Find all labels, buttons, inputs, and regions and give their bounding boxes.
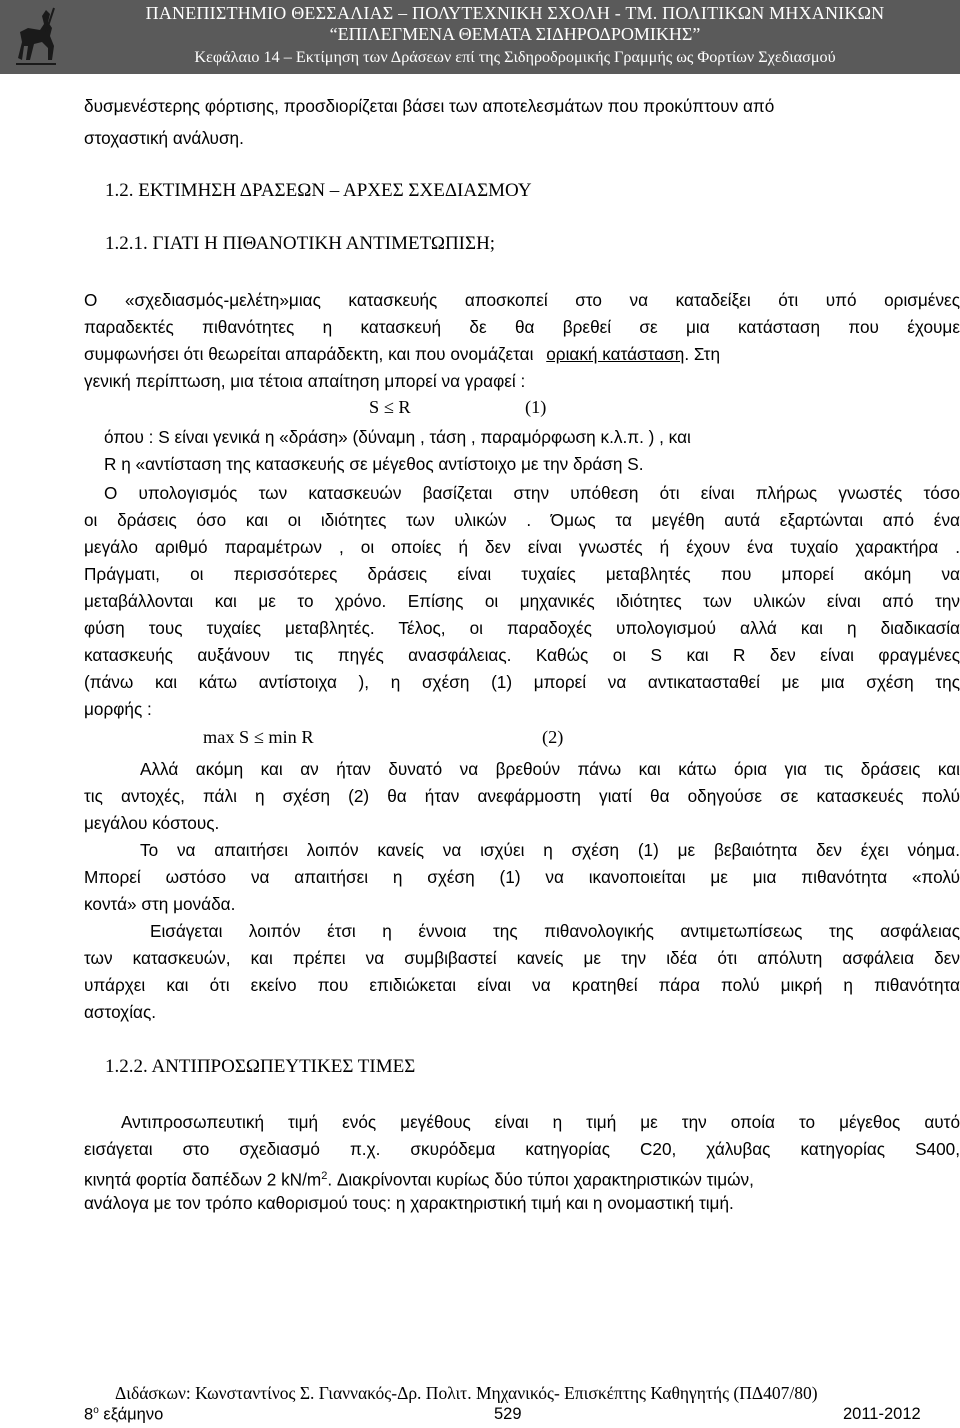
paragraph-line: κατασκευής αυξάνουν τις πηγές ανασφάλειας. Καθώς οι S και R δεν είναι φραγμένες bbox=[84, 645, 960, 665]
paragraph-line: Το να απαιτήσει λοιπόν κανείς να ισχύει η σχέση (1) με βεβαιότητα δεν έχει νόημα. bbox=[140, 840, 960, 860]
university-logo-icon bbox=[8, 2, 64, 72]
paragraph-line: μεγάλο αριθμό παραμέτρων , οι οποίες ή δεν είναι γνωστές ή έχουν ένα τυχαίο χαρακτήρα . bbox=[84, 537, 960, 557]
paragraph-line: φύση τους τυχαίες μεταβλητές. Τέλος, οι παραδοχές υπολογισμού αλλά και η διαδικασία bbox=[84, 618, 960, 638]
text-span: . Στη bbox=[684, 344, 721, 364]
paragraph-line: Ο υπολογισμός των κατασκευών βασίζεται στην υπόθεση ότι είναι πλήρως γνωστές τόσο bbox=[104, 483, 960, 503]
equation-1-number: (1) bbox=[525, 397, 547, 417]
paragraph-line: μορφής : bbox=[84, 699, 152, 719]
paragraph-line: μεταβάλλονται και με το χρόνο. Επίσης οι μηχανικές ιδιότητες των υλικών είναι από την bbox=[84, 591, 960, 611]
text-span: . Διακρίνονται κυρίως δύο τύποι χαρακτηριστικών τιμών, bbox=[327, 1169, 754, 1190]
paragraph-line bbox=[84, 341, 960, 368]
semester-number: 8 bbox=[84, 1405, 94, 1424]
subsection-heading: 1.2.1. ΓΙΑΤΙ Η ΠΙΘΑΝΟΤΙΚΗ ΑΝΤΙΜΕΤΩΠΙΣΗ; bbox=[105, 233, 496, 254]
footer-instructor: Διδάσκων: Κωνσταντίνος Σ. Γιαννακός-Δρ. Πολιτ. Μηχανικός- Επισκέπτης Καθηγητής (ΠΔ407/80) bbox=[115, 1383, 818, 1403]
paragraph-line: Πράγματι, οι περισσότερες δράσεις είναι τυχαίες μεταβλητές που μπορεί ακόμη να bbox=[84, 564, 960, 584]
header-course: “ΕΠΙΛΕΓΜΕΝΑ ΘΕΜΑΤΑ ΣΙΔΗΡΟΔΡΟΜΙΚΗΣ” bbox=[329, 24, 701, 44]
paragraph-line: οι δράσεις όσο και οι ιδιότητες των υλικών . Όμως τα μεγέθη αυτά εξαρτώνται από ένα bbox=[84, 510, 960, 530]
semester-superscript: ο bbox=[93, 1405, 99, 1416]
paragraph-line: μεγάλου κόστους. bbox=[84, 813, 220, 833]
text-span: συμφωνήσει ότι θεωρείται απαράδεκτη, και που ονομάζεται bbox=[84, 344, 534, 364]
paragraph-line: Αλλά ακόμη και αν ήταν δυνατό να βρεθούν πάνω και κάτω όρια για τις δράσεις και bbox=[140, 759, 960, 779]
footer-semester bbox=[84, 1405, 284, 1425]
definition-line: όπου : S είναι γενικά η «δράση» (δύναμη , τάση , παραμόρφωση κ.λ.π. ) , και bbox=[104, 427, 691, 447]
paragraph-line: κοντά» στη μονάδα. bbox=[84, 894, 236, 914]
paragraph-line: Μπορεί ωστόσο να απαιτήσει η σχέση (1) να ικανοποιείται με μια πιθανότητα «πολύ bbox=[84, 867, 960, 887]
page-header bbox=[0, 0, 960, 74]
equation-2-number: (2) bbox=[542, 727, 564, 747]
equation-2: max S ≤ min R bbox=[203, 727, 314, 747]
intro-line-1: δυσμενέστερης φόρτισης, προσδιορίζεται βάσει των αποτελεσμάτων που προκύπτουν από bbox=[84, 96, 775, 116]
paragraph-line: ανάλογα με τον τρόπο καθορισμού τους: η χαρακτηριστική τιμή και η ονομαστική τιμή. bbox=[84, 1193, 734, 1213]
paragraph-line: αστοχίας. bbox=[84, 1002, 157, 1022]
header-chapter: Κεφάλαιο 14 – Εκτίμηση των Δράσεων επί της Σιδηροδρομικής Γραμμής ως Φορτίων Σχεδιασμού bbox=[194, 48, 836, 66]
page-number: 529 bbox=[494, 1405, 522, 1423]
paragraph-line: υπάρχει και ότι εκείνο που επιδιώκεται είναι να κρατηθεί πάρα πολύ μικρή η πιθανότητα bbox=[84, 975, 960, 995]
equation-1: S ≤ R bbox=[369, 397, 411, 417]
intro-line-2: στοχαστική ανάλυση. bbox=[84, 128, 244, 148]
section-heading: 1.2. ΕΚΤΙΜΗΣΗ ΔΡΑΣΕΩΝ – ΑΡΧΕΣ ΣΧΕΔΙΑΣΜΟΥ bbox=[105, 180, 532, 201]
header-university: ΠΑΝΕΠΙΣΤΗΜΙΟ ΘΕΣΣΑΛΙΑΣ – ΠΟΛΥΤΕΧΝΙΚΗ ΣΧΟΛΗ - ΤΜ. ΠΟΛΙΤΙΚΩΝ ΜΗΧΑΝΙΚΩΝ bbox=[145, 3, 885, 23]
paragraph-line: Ο «σχεδιασμός-μελέτη»μιας κατασκευής αποσκοπεί στο να καταδείξει ότι υπό ορισμένες bbox=[84, 290, 960, 310]
paragraph-line: (πάνω και κάτω αντίστοιχα ), η σχέση (1) μπορεί να αντικατασταθεί με μια σχέση της bbox=[84, 672, 960, 692]
semester-label: εξάμηνο bbox=[98, 1405, 164, 1424]
paragraph-line: γενική περίπτωση, μια τέτοια απαίτηση μπορεί να γραφεί : bbox=[84, 371, 526, 391]
definition-line: R η «αντίσταση της κατασκευής σε μέγεθος αντίστοιχο με την δράση S. bbox=[104, 454, 644, 474]
paragraph-line: εισάγεται στο σχεδιασμό π.χ. σκυρόδεμα κατηγορίας C20, χάλυβας κατηγορίας S400, bbox=[84, 1139, 960, 1159]
footer-years: 2011-2012 bbox=[843, 1405, 921, 1423]
paragraph-line: Εισάγεται λοιπόν έτσι η έννοια της πιθανολογικής αντιμετωπίσεως της ασφάλειας bbox=[150, 921, 960, 941]
paragraph-line: Αντιπροσωπευτική τιμή ενός μεγέθους είναι η τιμή με την οποία το μέγεθος αυτό bbox=[121, 1112, 960, 1132]
paragraph-line: τις αντοχές, πάλι η σχέση (2) θα ήταν ανεφάρμοστη γιατί θα οδηγούσε σε κατασκευές πολύ bbox=[84, 786, 960, 806]
superscript: 2 bbox=[321, 1170, 328, 1182]
paragraph-line: των κατασκευών, και πρέπει να συμβιβαστεί κανείς με την ιδέα ότι απόλυτη ασφάλεια δεν bbox=[84, 948, 960, 968]
paragraph-line bbox=[84, 1163, 960, 1193]
term-underlined: οριακή κατάσταση bbox=[546, 344, 685, 364]
subsection-heading: 1.2.2. ΑΝΤΙΠΡΟΣΩΠΕΥΤΙΚΕΣ ΤΙΜΕΣ bbox=[105, 1056, 416, 1077]
paragraph-line: παραδεκτές πιθανότητες η κατασκευή δε θα βρεθεί σε μια κατάσταση που έχουμε bbox=[84, 317, 960, 337]
text-span: κινητά φορτία δαπέδων 2 kN/m bbox=[84, 1169, 322, 1190]
